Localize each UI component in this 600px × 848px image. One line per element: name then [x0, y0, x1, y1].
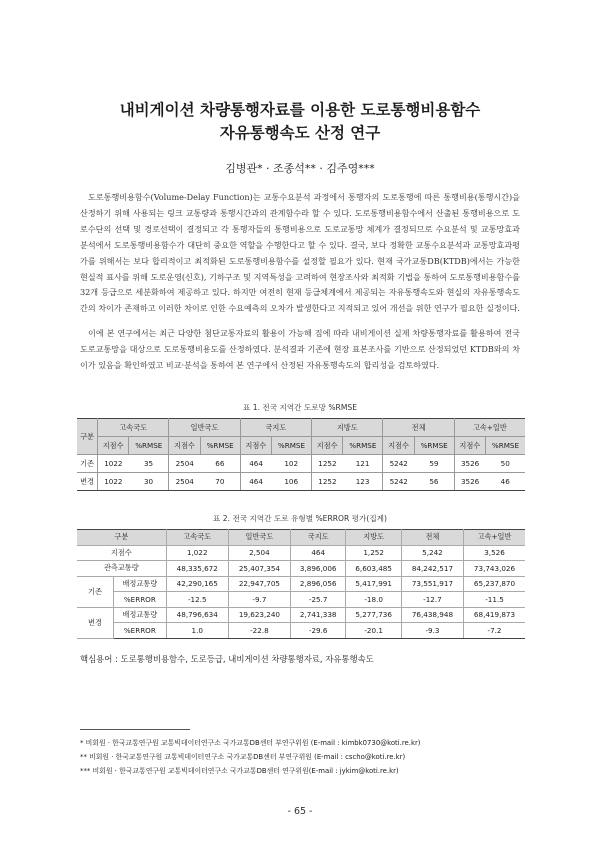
table-row: [77, 607, 525, 623]
footnotes: [80, 736, 420, 778]
table-1-subheader: 지점수: [454, 437, 485, 455]
table-cell: 2,896,056: [290, 576, 345, 592]
table-cell: 121: [343, 455, 383, 473]
table-1-subheader: %RMSE: [271, 437, 311, 455]
table-cell: 5,417,991: [346, 576, 401, 592]
table-cell: 65,237,870: [464, 576, 525, 592]
table-row: [77, 473, 525, 491]
group-label: 변경: [77, 607, 114, 638]
row-label: 변경: [77, 473, 98, 491]
footnote: *** 비회원 · 한국교통연구원 교통빅데이터연구소 국가교통DB센터 연구위원(E-mail : jykim@koti.re.kr): [80, 767, 399, 775]
footnote: ** 비회원 · 한국교통연구원 교통빅데이터연구소 국가교통DB센터 부연구위원 (E-mail : cscho@koti.re.kr): [80, 753, 406, 761]
table-cell: 3,896,006: [290, 561, 345, 577]
table-cell: 5,277,736: [346, 607, 401, 623]
table-cell: 464: [290, 545, 345, 561]
table-cell: 2,504: [228, 545, 290, 561]
table-1-subheader: %RMSE: [200, 437, 240, 455]
table-2-header: 전체: [401, 530, 463, 546]
table-1-subheader: 지점수: [383, 437, 414, 455]
row-label: %ERROR: [114, 592, 167, 608]
table-cell: 3,526: [464, 545, 525, 561]
group-label: 기존: [77, 576, 114, 607]
table-1-group-header: 지방도: [312, 419, 383, 437]
table-cell: 70: [200, 473, 240, 491]
table-cell: -25.7: [290, 592, 345, 608]
table-1-caption: 표 1. 전국 지역간 도로망 %RMSE: [243, 403, 357, 412]
footnote-divider: [80, 729, 190, 730]
table-1-subheader: 지점수: [169, 437, 200, 455]
table-cell: 2,741,338: [290, 607, 345, 623]
table-cell: 3526: [454, 455, 485, 473]
table-cell: 106: [271, 473, 311, 491]
table-cell: 1252: [312, 455, 343, 473]
table-cell: 5,242: [401, 545, 463, 561]
row-label: 배정교통량: [114, 607, 167, 623]
table-cell: -11.5: [464, 592, 525, 608]
table-cell: 30: [129, 473, 169, 491]
table-cell: 5242: [383, 473, 414, 491]
author-list: 김병관* · 조종석** · 김주영***: [225, 162, 375, 175]
table-1-subheader: 지점수: [240, 437, 271, 455]
table-2-header-gubun: 구분: [77, 530, 166, 546]
abstract-paragraph-2: 이에 본 연구에서는 최근 다양한 첨단교통자료의 활용이 가능해 짐에 따라 내비게이션 실제 차량통행자료를 활용하여 전국 도로교통망을 대상으로 도로통행비용도를 산정하였다. 분석결과 기존에 현장 표본조사를 기반으로 산정되었던 KTDB와의 차이가 있음을 확인하였고 비교·분석을 통하여 본 연구에서 산정된 자유통행속도의 합리성을 검토하였다.: [80, 328, 520, 370]
table-1-subheader: 지점수: [98, 437, 129, 455]
table-2-header: 국지도: [290, 530, 345, 546]
table-1-group-header: 일반국도: [169, 419, 240, 437]
table-row: [77, 623, 525, 639]
table-row: [77, 576, 525, 592]
table-1-header-gubun: 구분: [77, 419, 98, 455]
table-1-subheader: %RMSE: [343, 437, 383, 455]
table-cell: 123: [343, 473, 383, 491]
table-cell: 6,603,485: [346, 561, 401, 577]
table-row: [77, 455, 525, 473]
table-1-group-header: 고속국도: [98, 419, 169, 437]
table-2-header: 지방도: [346, 530, 401, 546]
table-cell: 59: [414, 455, 454, 473]
table-cell: 5242: [383, 455, 414, 473]
paper-title-line-2: 자유통행속도 산정 연구: [219, 124, 381, 142]
table-1-group-header: 국지도: [240, 419, 311, 437]
table-cell: -12.7: [401, 592, 463, 608]
table-cell: 42,290,165: [166, 576, 228, 592]
table-cell: 73,743,026: [464, 561, 525, 577]
page-number: - 65 -: [287, 806, 313, 817]
table-cell: -7.2: [464, 623, 525, 639]
table-cell: 1022: [98, 455, 129, 473]
table-cell: 1,022: [166, 545, 228, 561]
table-row: [77, 561, 525, 577]
table-cell: 1022: [98, 473, 129, 491]
table-cell: 1252: [312, 473, 343, 491]
table-cell: 464: [240, 473, 271, 491]
table-cell: -22.8: [228, 623, 290, 639]
row-label: 관측교통량: [77, 561, 166, 577]
row-label: 기존: [77, 455, 98, 473]
table-cell: 46: [485, 473, 525, 491]
footnote: * 비회원 · 한국교통연구원 교통빅데이터연구소 국가교통DB센터 부연구위원 (E-mail : kimbk0730@koti.re.kr): [80, 739, 421, 747]
table-cell: 35: [129, 455, 169, 473]
table-1-subheader: %RMSE: [129, 437, 169, 455]
table-cell: 48,796,634: [166, 607, 228, 623]
table-cell: -12.5: [166, 592, 228, 608]
table-cell: 22,947,705: [228, 576, 290, 592]
table-cell: 3526: [454, 473, 485, 491]
table-row: [77, 592, 525, 608]
table-1-group-header: 고속+일반: [454, 419, 525, 437]
table-cell: 102: [271, 455, 311, 473]
table-cell: -9.7: [228, 592, 290, 608]
abstract-paragraph-1: 도로통행비용함수(Volume-Delay Function)는 교통수요분석 과정에서 통행자의 도로통행에 따른 통행비용(통행시간)을 산정하기 위해 사용되는 링크 교통량과 통행시간과의 관계함수라 할 수 있다. 도로통행비용함수에서 산출된 통행비용으로 도로수단의 선택 및 경로선택이 결정되고 각 통행자들의 통행비용으로 도로교통망 체계가 결정되므로 수요분석 및 교통망효과분석에서 도로통행비용함수가 대단히 중요한 역할을 수행한다고 할 수 있다. 결국, 보다 정확한 교통수요분석과 교통망효과평가를 위해서는 보다 합리적이고 최적화된 도로통행비용함수를 설정할 필요가 있다. 현재 국가교통DB(KTDB)에서는 가능한 현실적 표사를 위해 도로운영(신호), 기하구조 및 지역특성을 고려하여 현장조사와 최적화 기법을 통하여 도로통행비용함수를 32개 등급으로 세분화하여 제공하고 있다. 하지만 여전히 현재 등급체계에서 제공되는 자유통행속도와 현실의 자유통행속도간의 차이가 존재하고 이러한 차이로 인한 수요예측의 오차가 발생한다고 지적되고 있어 개선을 위한 연구가 필요한 실정이다.: [80, 192, 520, 314]
table-cell: 1,252: [346, 545, 401, 561]
table-2-caption: 표 2. 전국 지역간 도로 유형별 %ERROR 평가(집계): [213, 514, 387, 523]
table-cell: 84,242,517: [401, 561, 463, 577]
table-1-group-header: 전체: [383, 419, 454, 437]
table-2-header: 일반국도: [228, 530, 290, 546]
table-cell: 1.0: [166, 623, 228, 639]
table-row: [77, 545, 525, 561]
table-cell: 76,438,948: [401, 607, 463, 623]
table-1-subheader: %RMSE: [414, 437, 454, 455]
table-cell: -18.0: [346, 592, 401, 608]
table-cell: 66: [200, 455, 240, 473]
table-2-error: [77, 529, 525, 639]
keywords: 핵심용어 : 도로통행비용함수, 도로등급, 내비게이션 차량통행자료, 자유통행속도: [80, 654, 374, 664]
table-cell: -9.3: [401, 623, 463, 639]
row-label: %ERROR: [114, 623, 167, 639]
row-label: 배정교통량: [114, 576, 167, 592]
table-cell: 56: [414, 473, 454, 491]
table-cell: -20.1: [346, 623, 401, 639]
table-cell: 2504: [169, 473, 200, 491]
table-1-subheader: 지점수: [312, 437, 343, 455]
table-cell: 464: [240, 455, 271, 473]
table-2-header: 고속+일반: [464, 530, 525, 546]
table-cell: 19,623,240: [228, 607, 290, 623]
paper-title-line-1: 내비게이션 차량통행자료를 이용한 도로통행비용함수: [119, 101, 481, 119]
table-2-header: 고속국도: [166, 530, 228, 546]
table-cell: 25,407,354: [228, 561, 290, 577]
table-cell: 73,551,917: [401, 576, 463, 592]
table-cell: 2504: [169, 455, 200, 473]
table-cell: 68,419,873: [464, 607, 525, 623]
table-cell: 50: [485, 455, 525, 473]
table-cell: 48,335,672: [166, 561, 228, 577]
row-label: 지점수: [77, 545, 166, 561]
table-1-rmse: [77, 418, 525, 491]
table-cell: -29.6: [290, 623, 345, 639]
table-1-subheader: %RMSE: [485, 437, 525, 455]
